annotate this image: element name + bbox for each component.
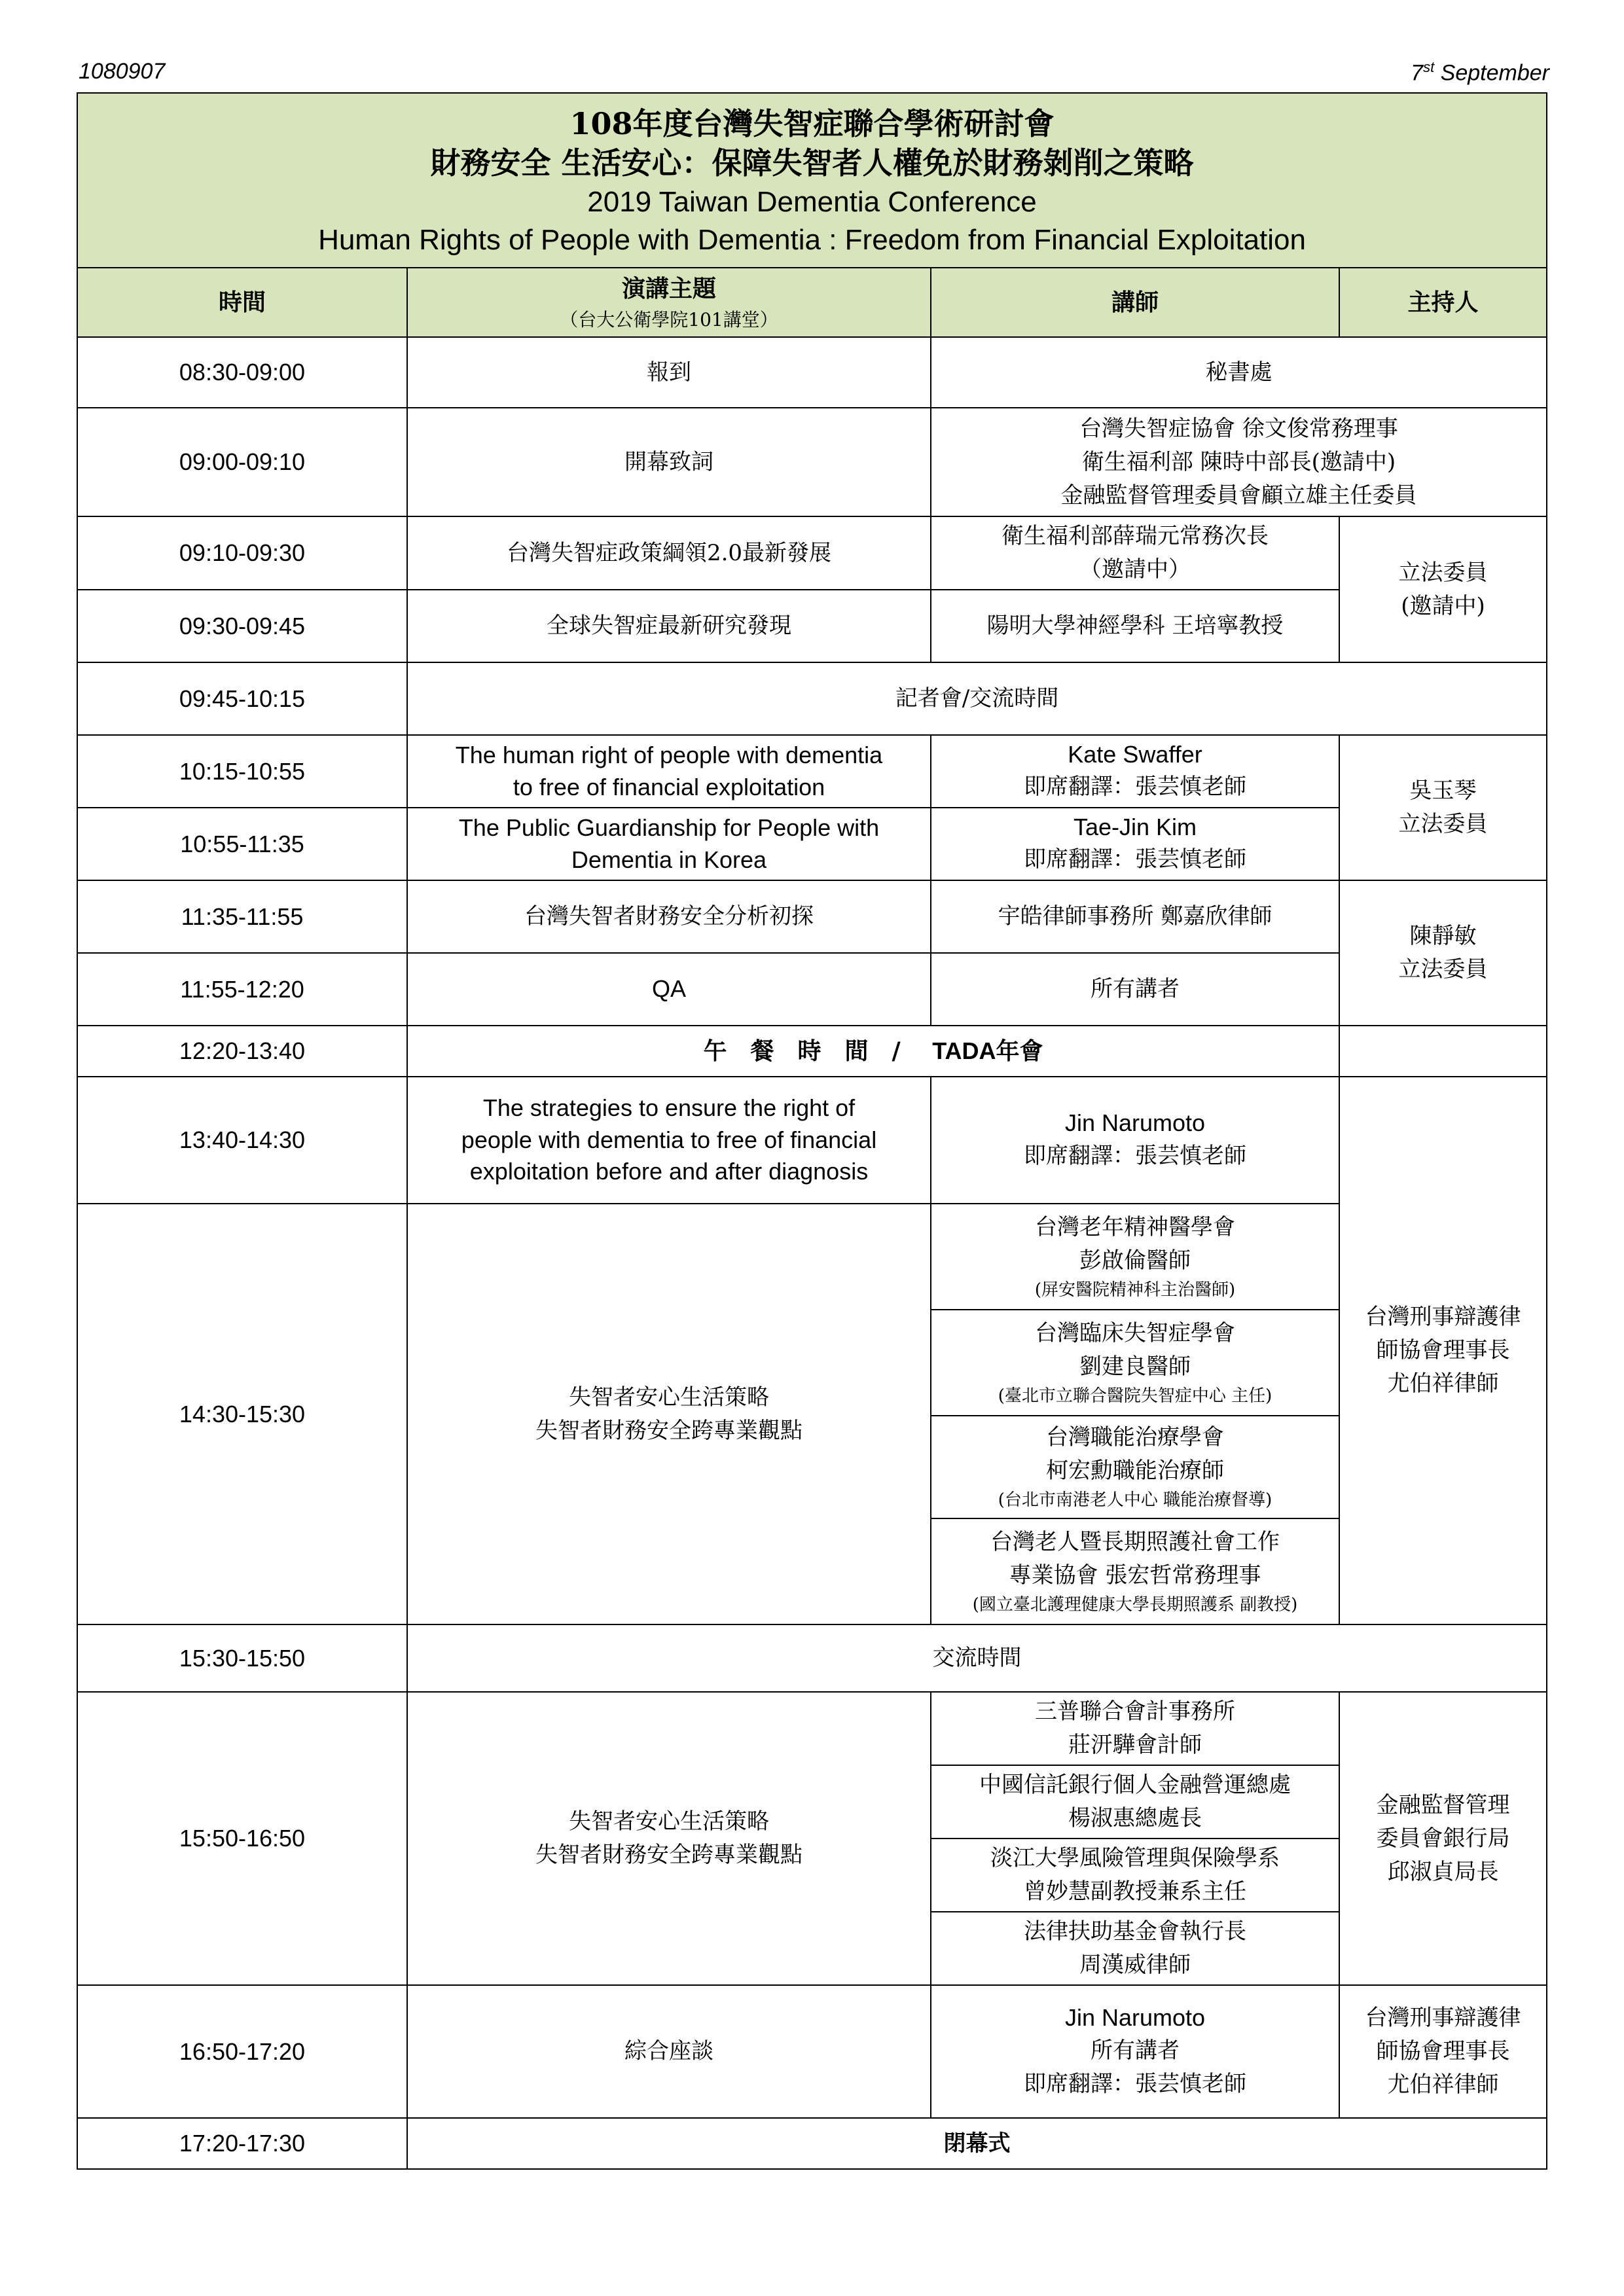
title-en-line2: Human Rights of People with Dementia : Freedom from Financial Exploitation xyxy=(318,224,1306,257)
speaker-line: 莊汧驊會計師 xyxy=(1068,1732,1202,1758)
table-row xyxy=(77,1624,1547,1692)
time-cell: 15:30-15:50 xyxy=(77,1624,407,1692)
speaker-line: 台灣臨床失智症學會 xyxy=(1035,1319,1235,1346)
speaker-line: 台灣職能治療學會 xyxy=(1046,1424,1224,1450)
topic-cell xyxy=(407,1692,931,1985)
host-line: 尤伯祥律師 xyxy=(1387,1371,1499,1397)
topic-line: 失智者財務安全跨專業觀點 xyxy=(535,1417,803,1444)
speaker-line: 即席翻譯：張芸慎老師 xyxy=(1024,774,1246,800)
title-zh-line1: 108年度台灣失智症聯合學術研討會 xyxy=(569,105,1055,141)
host-cell xyxy=(1339,1077,1547,1624)
speaker-cell xyxy=(931,1416,1339,1518)
table-row xyxy=(77,1985,1547,2118)
host-cell-empty xyxy=(1339,1026,1547,1077)
host-line: 委員會銀行局 xyxy=(1376,1825,1510,1852)
table-row xyxy=(77,1077,1547,1204)
table-row xyxy=(77,1204,1547,1310)
table-row xyxy=(77,408,1547,516)
time-cell: 14:30-15:30 xyxy=(77,1204,407,1624)
speaker-affiliation: (屏安醫院精神科主治醫師) xyxy=(1034,1280,1236,1300)
topic-cell: 閉幕式 xyxy=(407,2118,1547,2169)
conference-title xyxy=(77,93,1547,268)
table-row xyxy=(77,516,1547,590)
speaker-line: 柯宏勳職能治療師 xyxy=(1046,1458,1224,1484)
topic-line: 失智者財務安全跨專業觀點 xyxy=(535,1842,803,1868)
topic-cell: 交流時間 xyxy=(407,1624,1547,1692)
speaker-line: 法律扶助基金會執行長 xyxy=(1024,1918,1246,1945)
speaker-cell: 秘書處 xyxy=(931,337,1547,408)
time-cell: 10:15-10:55 xyxy=(77,735,407,808)
speaker-cell xyxy=(931,1518,1339,1624)
speaker-line: 即席翻譯：張芸慎老師 xyxy=(1024,846,1246,873)
document-code: 1080907 xyxy=(79,59,166,84)
date-suffix: st xyxy=(1423,59,1435,75)
col-header-topic xyxy=(407,268,931,337)
topic-cell: 報到 xyxy=(407,337,931,408)
speaker-line: 金融監督管理委員會顧立雄主任委員 xyxy=(1060,482,1417,509)
speaker-line: 衛生福利部 陳時中部長(邀請中) xyxy=(1081,448,1396,475)
agenda-table xyxy=(77,92,1547,2170)
speaker-cell xyxy=(931,1310,1339,1416)
col-header-host: 主持人 xyxy=(1339,268,1547,337)
topic-line: The Public Guardianship for People with xyxy=(458,814,880,841)
col-header-time: 時間 xyxy=(77,268,407,337)
speaker-cell xyxy=(931,408,1547,516)
topic-line: Dementia in Korea xyxy=(571,846,767,873)
speaker-cell xyxy=(931,1912,1339,1985)
host-line: 台灣刑事辯護律 xyxy=(1365,2005,1521,2031)
topic-line: 失智者安心生活策略 xyxy=(569,1808,769,1835)
speaker-cell xyxy=(931,1077,1339,1204)
topic-cell xyxy=(407,1077,931,1204)
topic-cell xyxy=(407,808,931,880)
speaker-line: 台灣失智症協會 徐文俊常務理事 xyxy=(1079,415,1398,442)
col-header-topic-venue: （台大公衛學院101講堂） xyxy=(560,309,778,331)
host-line: 陳靜敏 xyxy=(1409,923,1477,949)
host-line: 台灣刑事辯護律 xyxy=(1365,1304,1521,1330)
speaker-line: Jin Narumoto xyxy=(1064,2004,1206,2032)
topic-line: The human right of people with dementia xyxy=(455,741,883,768)
speaker-line: 台灣老年精神醫學會 xyxy=(1035,1213,1235,1240)
speaker-cell xyxy=(931,735,1339,808)
host-cell xyxy=(1339,1985,1547,2118)
time-cell: 17:20-17:30 xyxy=(77,2118,407,2169)
speaker-affiliation: (臺北市立聯合醫院失智症中心 主任) xyxy=(998,1386,1272,1406)
speaker-line: 專業協會 張宏哲常務理事 xyxy=(1009,1562,1261,1588)
table-row xyxy=(77,1692,1547,1765)
speaker-line: Jin Narumoto xyxy=(1064,1109,1206,1137)
topic-line: The strategies to ensure the right of xyxy=(482,1094,856,1122)
speaker-cell: 所有講者 xyxy=(931,953,1339,1026)
time-cell: 09:00-09:10 xyxy=(77,408,407,516)
topic-cell: 記者會/交流時間 xyxy=(407,662,1547,735)
table-row xyxy=(77,880,1547,953)
speaker-cell xyxy=(931,1839,1339,1912)
speaker-affiliation: (台北市南港老人中心 職能治療督導) xyxy=(998,1490,1272,1510)
time-cell: 16:50-17:20 xyxy=(77,1985,407,2118)
time-cell: 11:35-11:55 xyxy=(77,880,407,953)
speaker-line: 所有講者 xyxy=(1091,2037,1180,2064)
speaker-line: 曾妙慧副教授兼系主任 xyxy=(1024,1878,1246,1905)
topic-line: exploitation before and after diagnosis xyxy=(469,1158,869,1185)
document-date xyxy=(1411,59,1549,86)
lunch-cell xyxy=(407,1026,1339,1077)
title-zh-line2: 財務安全 生活安心：保障失智者人權免於財務剝削之策略 xyxy=(430,145,1194,181)
speaker-line: 衛生福利部薛瑞元常務次長 xyxy=(1001,523,1269,549)
host-line: 師協會理事長 xyxy=(1376,1337,1510,1363)
speaker-cell xyxy=(931,516,1339,590)
topic-cell: 開幕致詞 xyxy=(407,408,931,516)
speaker-line: 周漢威律師 xyxy=(1079,1952,1191,1978)
speaker-affiliation: (國立臺北護理健康大學長期照護系 副教授) xyxy=(972,1594,1298,1615)
host-line: (邀請中) xyxy=(1401,592,1485,619)
time-cell: 13:40-14:30 xyxy=(77,1077,407,1204)
host-line: 師協會理事長 xyxy=(1376,2038,1510,2064)
host-cell xyxy=(1339,516,1547,662)
speaker-line: 彭啟倫醫師 xyxy=(1079,1247,1191,1274)
lunch-label: 午餐時間/ xyxy=(703,1037,924,1065)
time-cell: 11:55-12:20 xyxy=(77,953,407,1026)
speaker-line: 即席翻譯：張芸慎老師 xyxy=(1024,2070,1246,2097)
topic-line: 失智者安心生活策略 xyxy=(569,1384,769,1410)
speaker-cell xyxy=(931,1204,1339,1310)
speaker-cell: 陽明大學神經學科 王培寧教授 xyxy=(931,590,1339,662)
host-line: 邱淑貞局長 xyxy=(1387,1858,1499,1885)
speaker-line: 即席翻譯：張芸慎老師 xyxy=(1024,1142,1246,1169)
time-cell: 15:50-16:50 xyxy=(77,1692,407,1985)
speaker-line: Tae-Jin Kim xyxy=(1073,813,1197,840)
topic-cell: QA xyxy=(407,953,931,1026)
speaker-line: 三普聯合會計事務所 xyxy=(1035,1698,1235,1725)
topic-cell: 綜合座談 xyxy=(407,1985,931,2118)
speaker-line: 中國信託銀行個人金融營運總處 xyxy=(979,1772,1291,1798)
date-month: September xyxy=(1440,60,1549,86)
topic-cell xyxy=(407,735,931,808)
col-header-speaker: 講師 xyxy=(931,268,1339,337)
topic-cell: 台灣失智症政策綱領2.0最新發展 xyxy=(407,516,931,590)
time-cell: 09:10-09:30 xyxy=(77,516,407,590)
topic-line: to free of financial exploitation xyxy=(513,773,825,800)
host-line: 金融監督管理 xyxy=(1376,1791,1510,1818)
speaker-line: 劉建良醫師 xyxy=(1079,1353,1191,1380)
title-row xyxy=(77,93,1547,268)
table-row xyxy=(77,337,1547,408)
topic-line: people with dementia to free of financial xyxy=(461,1126,877,1153)
table-row xyxy=(77,735,1547,808)
time-cell: 10:55-11:35 xyxy=(77,808,407,880)
table-row xyxy=(77,662,1547,735)
time-cell: 12:20-13:40 xyxy=(77,1026,407,1077)
speaker-line: 楊淑惠總處長 xyxy=(1068,1805,1202,1831)
topic-cell xyxy=(407,1204,931,1624)
host-line: 尤伯祥律師 xyxy=(1387,2072,1499,2098)
speaker-line: （邀請中） xyxy=(1079,556,1191,583)
host-line: 立法委員 xyxy=(1398,956,1488,982)
speaker-cell: 宇皓律師事務所 鄭嘉欣律師 xyxy=(931,880,1339,953)
speaker-line: Kate Swaffer xyxy=(1068,740,1202,768)
table-row xyxy=(77,2118,1547,2169)
time-cell: 08:30-09:00 xyxy=(77,337,407,408)
column-header-row xyxy=(77,268,1547,337)
topic-cell: 全球失智症最新研究發現 xyxy=(407,590,931,662)
speaker-cell xyxy=(931,1692,1339,1765)
time-cell: 09:45-10:15 xyxy=(77,662,407,735)
time-cell: 09:30-09:45 xyxy=(77,590,407,662)
table-row xyxy=(77,953,1547,1026)
table-row xyxy=(77,808,1547,880)
lunch-label-en: TADA年會 xyxy=(932,1037,1043,1064)
host-line: 立法委員 xyxy=(1398,811,1488,837)
table-row xyxy=(77,590,1547,662)
host-line: 吳玉琴 xyxy=(1409,778,1477,804)
topic-cell: 台灣失智者財務安全分析初探 xyxy=(407,880,931,953)
col-header-topic-label: 演講主題 xyxy=(621,275,716,302)
speaker-line: 淡江大學風險管理與保險學系 xyxy=(990,1845,1280,1871)
date-day: 7 xyxy=(1411,60,1424,86)
speaker-cell xyxy=(931,1765,1339,1839)
speaker-line: 台灣老人暨長期照護社會工作 xyxy=(990,1528,1280,1555)
speaker-cell xyxy=(931,808,1339,880)
table-row xyxy=(77,1026,1547,1077)
title-en-line1: 2019 Taiwan Dementia Conference xyxy=(587,186,1037,219)
host-cell xyxy=(1339,1692,1547,1985)
host-line: 立法委員 xyxy=(1398,559,1488,586)
host-cell xyxy=(1339,735,1547,880)
speaker-cell xyxy=(931,1985,1339,2118)
host-cell xyxy=(1339,880,1547,1026)
